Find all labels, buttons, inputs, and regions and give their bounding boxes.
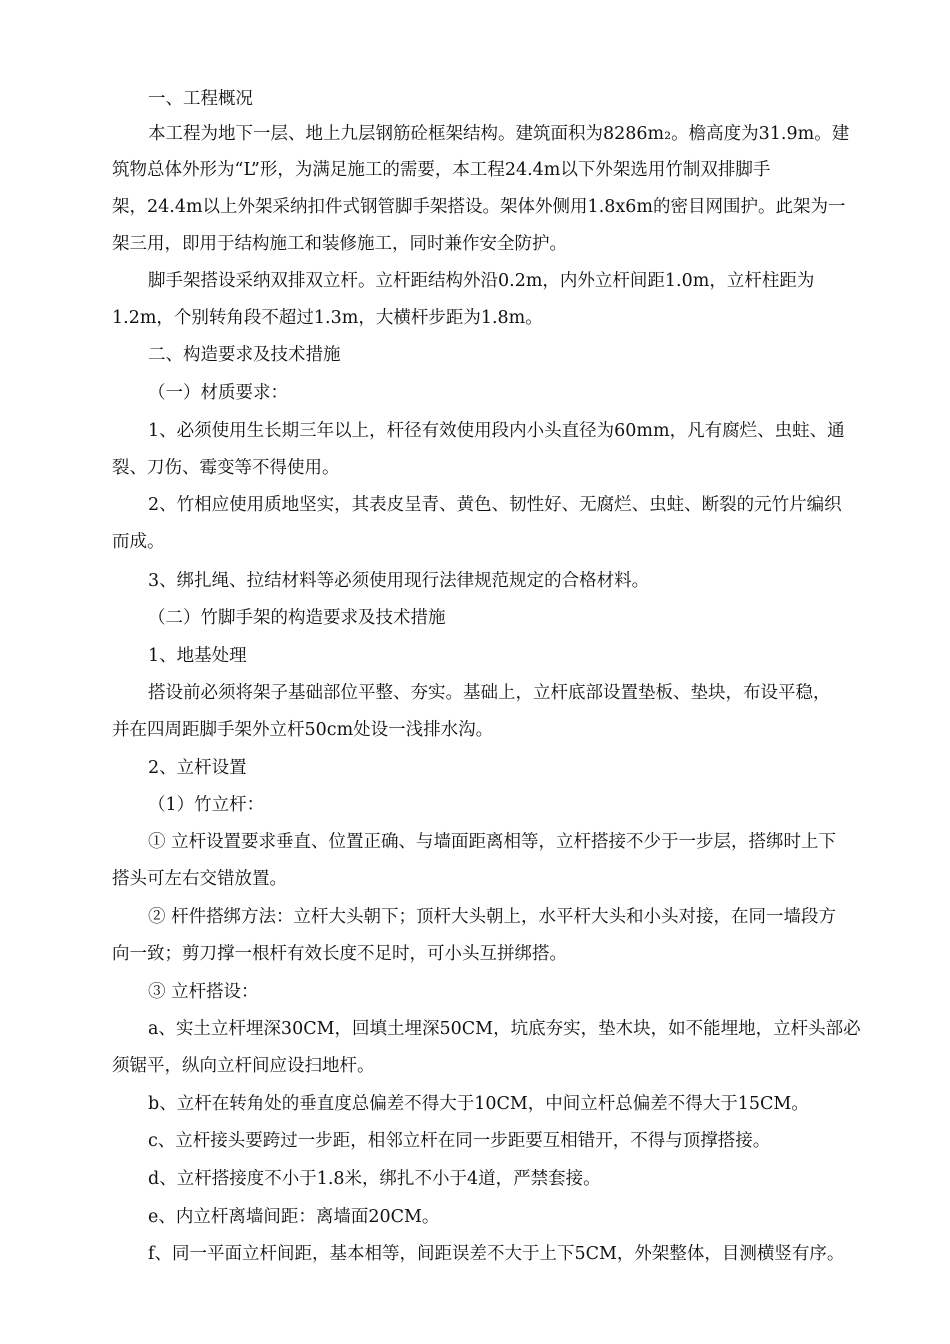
paragraph-line: 筑物总体外形为“L”形，为满足施工的需要，本工程24.4m以下外架选用竹制双排脚手 xyxy=(112,160,771,180)
paragraph-line: 须锯平，纵向立杆间应设扫地杆。 xyxy=(112,1056,375,1076)
item-heading-foundation: 1、地基处理 xyxy=(148,646,247,666)
paragraph-line: 本工程为地下一层、地上九层钢筋砼框架结构。建筑面积为8286m₂。檐高度为31.9m。建 xyxy=(148,124,850,144)
paragraph-line: e、内立杆离墙间距：离墙面20CM。 xyxy=(148,1207,440,1227)
paragraph-line: 架，24.4m以上外架采纳扣件式钢管脚手架搭设。架体外侧用1.8x6m的密目网围护。此架为一 xyxy=(112,197,846,217)
paragraph-line: b、立杆在转角处的垂直度总偏差不得大于10CM，中间立杆总偏差不得大于15CM。 xyxy=(148,1094,809,1114)
item-heading-pole-erection: ③ 立杆搭设： xyxy=(148,982,259,1002)
paragraph-line: 裂、刀伤、霉变等不得使用。 xyxy=(112,458,340,478)
paragraph-line: 搭头可左右交错放置。 xyxy=(112,869,287,889)
paragraph-line: f、同一平面立杆间距，基本相等，间距误差不大于上下5CM，外架整体，目测横竖有序。 xyxy=(148,1244,845,1264)
paragraph-line: d、立杆搭接度不小于1.8米，绑扎不小于4道，严禁套接。 xyxy=(148,1169,601,1189)
paragraph-line: 1.2m，个别转角段不超过1.3m，大横杆步距为1.8m。 xyxy=(112,308,543,328)
paragraph-line: ② 杆件搭绑方法：立杆大头朝下；顶杆大头朝上，水平杆大头和小头对接，在同一墙段方 xyxy=(148,907,837,927)
subsection-heading-materials: （一）材质要求： xyxy=(148,383,288,403)
item-heading-poles: 2、立杆设置 xyxy=(148,758,247,778)
paragraph-line: 而成。 xyxy=(112,532,165,552)
paragraph-line: a、实土立杆埋深30CM，回填土埋深50CM，坑底夯实，垫木块，如不能埋地，立杆头部必 xyxy=(148,1019,861,1039)
paragraph-line: 搭设前必须将架子基础部位平整、夯实。基础上，立杆底部设置垫板、垫块，布设平稳， xyxy=(148,683,831,703)
subsection-heading-bamboo: （二）竹脚手架的构造要求及技术措施 xyxy=(148,608,446,628)
paragraph-line: 并在四周距脚手架外立杆50cm处设一浅排水沟。 xyxy=(112,720,494,740)
paragraph-line: 脚手架搭设采纳双排双立杆。立杆距结构外沿0.2m，内外立杆间距1.0m，立杆柱距为 xyxy=(148,271,815,291)
paragraph-line: c、立杆接头要跨过一步距，相邻立杆在同一步距要互相错开，不得与顶撑搭接。 xyxy=(148,1131,771,1151)
paragraph-line: 向一致；剪刀撑一根杆有效长度不足时，可小头互拼绑搭。 xyxy=(112,944,567,964)
item-heading-bamboo-pole: （1）竹立杆： xyxy=(148,795,265,815)
paragraph-line: 2、竹相应使用质地坚实，其表皮呈青、黄色、韧性好、无腐烂、虫蛀、断裂的元竹片编织 xyxy=(148,495,842,515)
paragraph-line: 1、必须使用生长期三年以上，杆径有效使用段内小头直径为60mm，凡有腐烂、虫蛀、通 xyxy=(148,421,845,441)
paragraph-line: 3、绑扎绳、拉结材料等必须使用现行法律规范规定的合格材料。 xyxy=(148,571,650,591)
paragraph-line: 架三用，即用于结构施工和装修施工，同时兼作安全防护。 xyxy=(112,234,567,254)
paragraph-line: ① 立杆设置要求垂直、位置正确、与墙面距离相等，立杆搭接不少于一步层，搭绑时上下 xyxy=(148,832,837,852)
section-heading-overview: 一、工程概况 xyxy=(148,89,253,109)
section-heading-construction: 二、构造要求及技术措施 xyxy=(148,345,341,365)
